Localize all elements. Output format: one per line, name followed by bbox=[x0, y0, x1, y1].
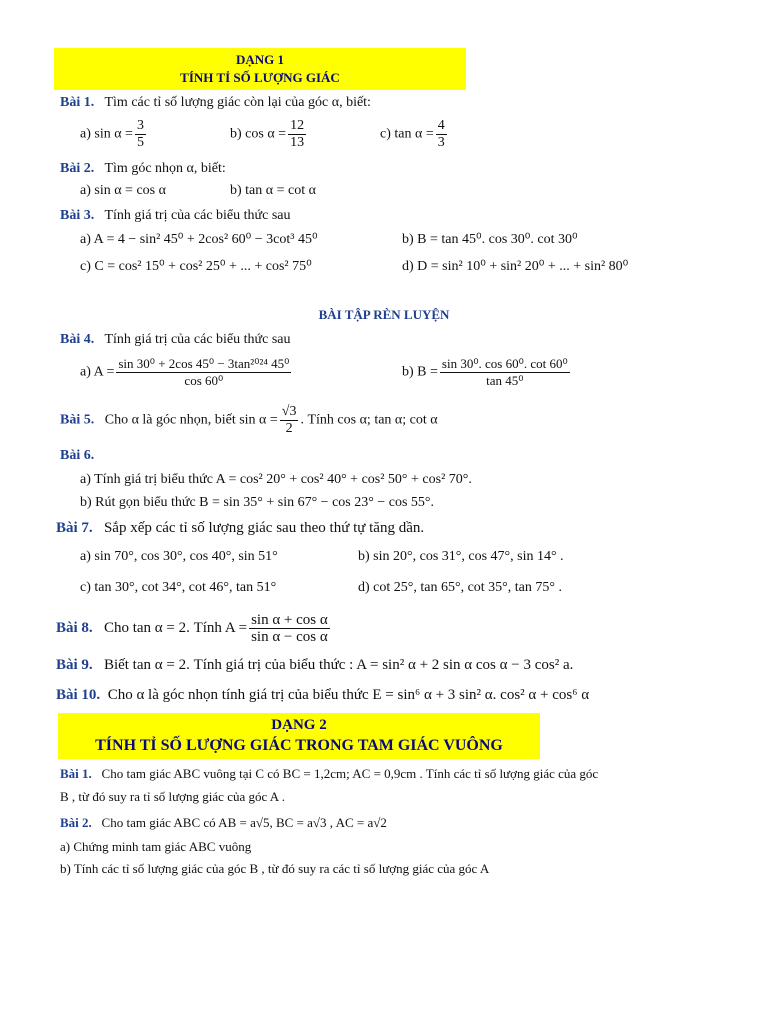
problem-3 bbox=[60, 207, 291, 225]
denominator: 2 bbox=[285, 421, 293, 436]
problem-label: Bài 4. bbox=[60, 332, 95, 347]
denominator: cos 60⁰ bbox=[184, 373, 224, 388]
dang2-problem-1 bbox=[60, 765, 598, 783]
numerator: 4 bbox=[437, 118, 445, 133]
problem-7 bbox=[56, 519, 424, 537]
problem-6-a: a) Tính giá trị biểu thức A = cos² 20° + cos² 40° + cos² 50° + cos² 70°. bbox=[80, 472, 472, 487]
problem-7-c: c) tan 30°, cot 34°, cot 46°, tan 51° bbox=[80, 580, 277, 595]
part-c: c) tan α = bbox=[380, 126, 434, 142]
problem-10 bbox=[56, 686, 589, 704]
problem-label: Bài 7. bbox=[56, 520, 93, 536]
problem-6 bbox=[60, 447, 94, 465]
problem-text: Tìm các tỉ số lượng giác còn lại của góc α, biết: bbox=[104, 95, 371, 110]
dang2-problem-1-line2: B , từ đó suy ra tỉ số lượng giác của góc A . bbox=[60, 789, 285, 804]
problem-label: Bài 2. bbox=[60, 161, 95, 176]
section-header-dang-1 bbox=[54, 48, 466, 90]
numerator: sin 30⁰ + 2cos 45⁰ − 3tan²⁰²⁴ 45⁰ bbox=[118, 356, 290, 371]
dang2-problem-2-b: b) Tính các tỉ số lượng giác của góc B , từ đó suy ra các tỉ số lượng giác của góc A bbox=[60, 861, 490, 876]
denominator: 3 bbox=[437, 135, 445, 150]
problem-label: Bài 8. bbox=[56, 619, 93, 636]
problem-text: Cho α là góc nhọn, biết sin α = bbox=[104, 412, 278, 428]
problem-7-d: d) cot 25°, tan 65°, cot 35°, tan 75° . bbox=[358, 580, 562, 595]
part-a: a) A = bbox=[80, 364, 115, 380]
problem-label: Bài 1. bbox=[60, 766, 92, 781]
practice-title: BÀI TẬP RÈN LUYỆN bbox=[318, 307, 450, 322]
problem-text: Tính giá trị của các biểu thức sau bbox=[104, 208, 291, 223]
problem-text: Biết tan α = 2. Tính giá trị của biểu thức : A = sin² α + 2 sin α cos α − 3 cos² a. bbox=[103, 657, 574, 673]
problem-8 bbox=[56, 612, 332, 645]
numerator: 3 bbox=[136, 118, 144, 133]
problem-3-d: d) D = sin² 10⁰ + sin² 20⁰ + ... + sin² 80⁰ bbox=[402, 259, 629, 274]
problem-label: Bài 2. bbox=[60, 815, 92, 830]
problem-text-end: . Tính cos α; tan α; cot α bbox=[300, 412, 438, 428]
problem-7-b: b) sin 20°, cos 31°, cos 47°, sin 14° . bbox=[358, 549, 564, 564]
denominator: 5 bbox=[136, 135, 144, 150]
section-title: DẠNG 1 bbox=[235, 52, 285, 67]
problem-3-a: a) A = 4 − sin² 45⁰ + 2cos² 60⁰ − 3cot³ 45⁰ bbox=[80, 232, 318, 247]
problem-label: Bài 3. bbox=[60, 208, 95, 223]
problem-label: Bài 6. bbox=[60, 448, 95, 463]
problem-2-a: a) sin α = cos α bbox=[80, 183, 166, 198]
problem-text: Tính giá trị của các biểu thức sau bbox=[104, 332, 291, 347]
part-b: b) cos α = bbox=[230, 126, 287, 142]
numerator: sin 30⁰. cos 60⁰. cot 60⁰ bbox=[441, 356, 568, 371]
denominator: tan 45⁰ bbox=[486, 373, 524, 388]
problem-text: Cho α là góc nhọn tính giá trị của biểu thức E = sin⁶ α + 3 sin² α. cos² α + cos⁶ α bbox=[107, 687, 590, 703]
problem-label: Bài 1. bbox=[60, 95, 95, 110]
problem-4-b bbox=[402, 356, 572, 389]
problem-text: Cho tam giác ABC vuông tại C có BC = 1,2cm; AC = 0,9cm . Tính các tỉ số lượng giác của góc bbox=[101, 766, 599, 781]
problem-3-c: c) C = cos² 15⁰ + cos² 25⁰ + ... + cos² 75⁰ bbox=[80, 259, 312, 274]
problem-text: Cho tan α = 2. Tính A = bbox=[103, 619, 248, 636]
problem-text: Sắp xếp các tỉ số lượng giác sau theo thứ tự tăng dần. bbox=[103, 520, 425, 536]
problem-label: Bài 10. bbox=[56, 687, 101, 703]
problem-4-a bbox=[80, 356, 293, 389]
section-header-dang-2 bbox=[58, 713, 540, 759]
problem-6-b: b) Rút gọn biểu thức B = sin 35° + sin 67° − cos 23° − cos 55°. bbox=[80, 495, 434, 510]
problem-3-b: b) B = tan 45⁰. cos 30⁰. cot 30⁰ bbox=[402, 232, 578, 247]
problem-label: Bài 9. bbox=[56, 657, 93, 673]
section-subtitle: TÍNH TỈ SỐ LƯỢNG GIÁC bbox=[180, 70, 340, 85]
part-a: a) sin α = bbox=[80, 126, 133, 142]
problem-label: Bài 5. bbox=[60, 412, 95, 428]
problem-2 bbox=[60, 160, 226, 178]
numerator: 12 bbox=[290, 118, 305, 133]
denominator: sin α − cos α bbox=[251, 629, 328, 645]
numerator: √3 bbox=[281, 404, 297, 419]
problem-1 bbox=[60, 94, 371, 112]
problem-5 bbox=[60, 404, 438, 437]
dang2-problem-2-a: a) Chứng minh tam giác ABC vuông bbox=[60, 839, 252, 854]
problem-9 bbox=[56, 656, 573, 674]
problem-4 bbox=[60, 331, 291, 349]
section-title: DẠNG 2 bbox=[271, 717, 327, 733]
problem-text: Tìm góc nhọn α, biết: bbox=[104, 161, 226, 176]
problem-2-b: b) tan α = cot α bbox=[230, 183, 316, 198]
problem-text: Cho tam giác ABC có AB = a√5, BC = a√3 , AC = a√2 bbox=[101, 815, 387, 830]
part-b: b) B = bbox=[402, 364, 438, 380]
section-subtitle: TÍNH TỈ SỐ LƯỢNG GIÁC TRONG TAM GIÁC VUÔNG bbox=[95, 737, 503, 754]
numerator: sin α + cos α bbox=[251, 612, 328, 628]
problem-7-a: a) sin 70°, cos 30°, cos 40°, sin 51° bbox=[80, 549, 278, 564]
dang2-problem-2 bbox=[60, 814, 387, 832]
denominator: 13 bbox=[290, 135, 305, 150]
